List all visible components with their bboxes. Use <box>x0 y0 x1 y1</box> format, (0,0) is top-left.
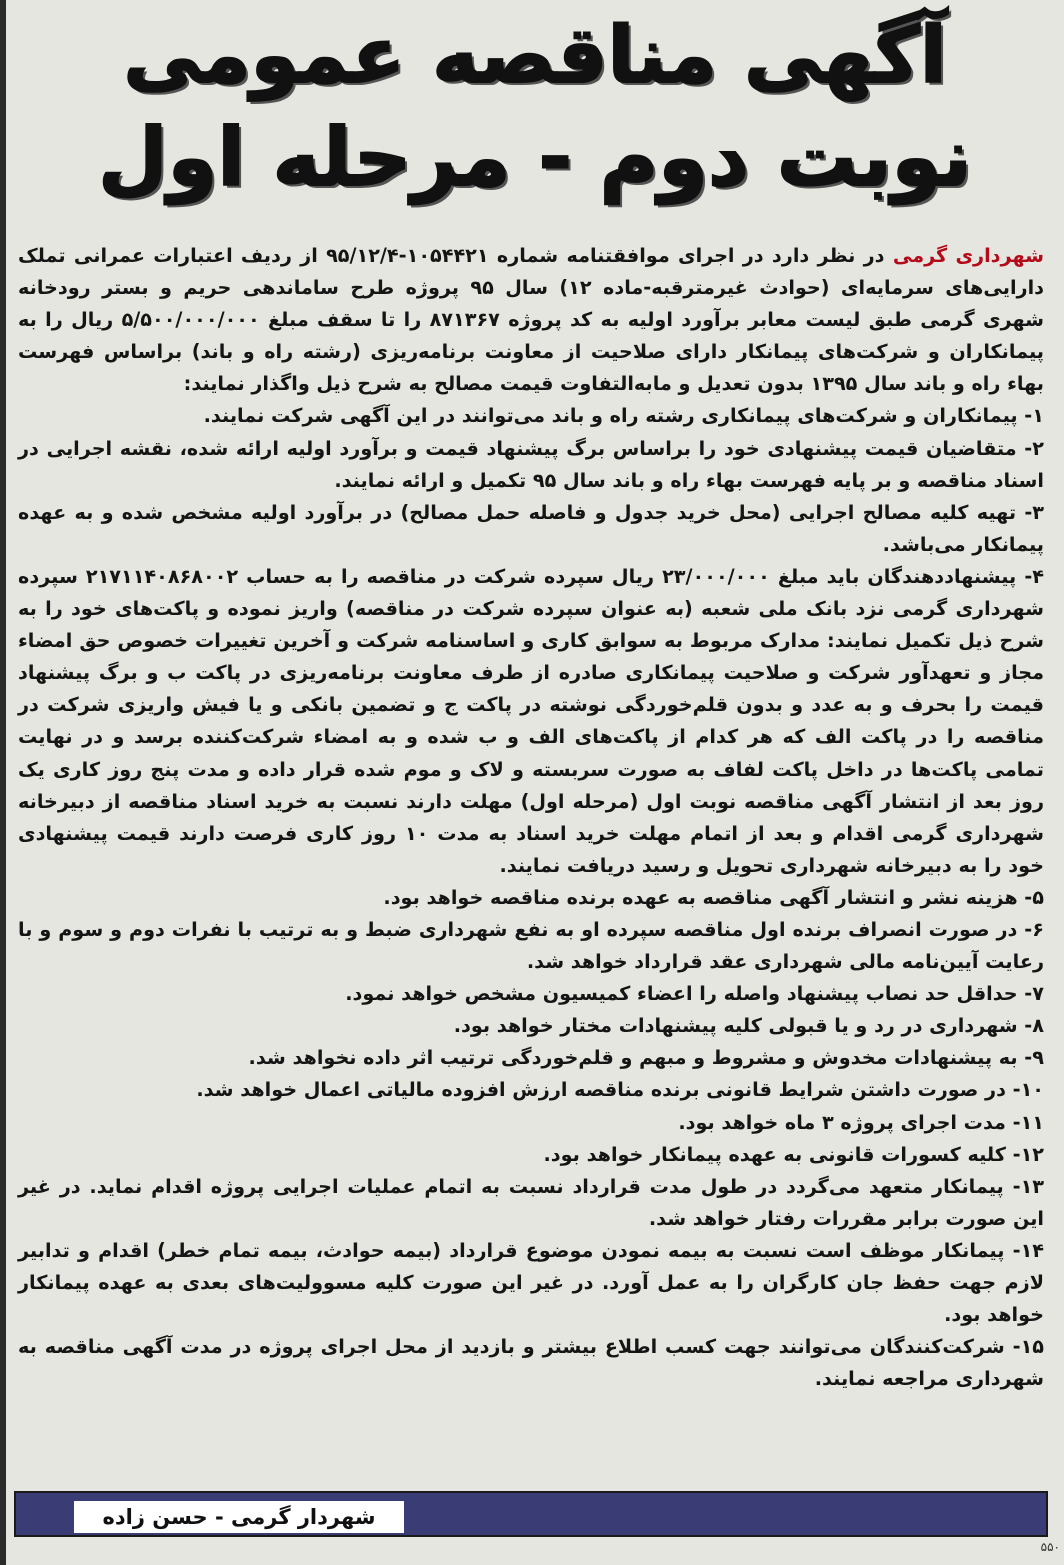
intro-paragraph <box>18 240 1044 400</box>
ad-code: ۵۵۰ <box>1040 1540 1060 1554</box>
clause-12: ۱۲- کلیه کسورات قانونی به عهده پیمانکار خواهد بود. <box>543 1142 1044 1166</box>
municipality-name: شهرداری گرمی <box>892 244 1045 267</box>
intro-text: در نظر دارد در اجرای موافقتنامه شماره ۱۰۵۴۴۲۱-۹۵/۱۲/۴ از ردیف اعتبارات عمرانی تملک دارایی‌های سرمایه‌ای (حوادث غیرمترقبه-ماده ۱۲) سال ۹۵ پروژه طرح ساماندهی حریم و بستر رودخانه شهری گرمی طبق لیست معابر برآورد اولیه به کد پروژه ۸۷۱۳۶۷ را تا سقف مبلغ ۵/۵۰۰/۰۰۰/۰۰۰ ریال را به پیمانکاران و شرکت‌های پیمانکار دارای صلاحیت از معاونت برنامه‌ریزی (رشته راه و باند) براساس فهرست بهاء راه و باند سال ۱۳۹۵ بدون تعدیل و مابه‌التفاوت قیمت مصالح به شرح ذیل واگذار نمایند: <box>18 244 1045 396</box>
clause-14: ۱۴- پیمانکار موظف است نسبت به بیمه نمودن موضوع قرارداد (بیمه حوادث، بیمه تمام خطر) اقدام و تدابیر لازم جهت حفظ جان کارگران را به عمل آورد. در غیر این صورت کلیه مسوولیت‌های بعدی به عهده پیمانکار خواهد بود. <box>18 1238 1044 1327</box>
clause-4: ۴- پیشنهاددهندگان باید مبلغ ۲۳/۰۰۰/۰۰۰ ریال سپرده شرکت در مناقصه را به حساب ۲۱۷۱۱۴۰۸۶۸۰۰۲ سپرده شهرداری گرمی نزد بانک ملی شعبه (به عنوان سپرده شرکت در مناقصه) واریز نموده و پاکت‌های خود را به شرح ذیل تکمیل نمایند: مدارک مربوط به سوابق کاری و اساسنامه شرکت و آخرین تغییرات خصوص حق امضاء مجاز و تعهدآور شرکت و صلاحیت پیمانکاری صادره از طرف معاونت برنامه‌ریزی در پاکت ب و برگ پیشنهاد قیمت را بحرف و به عدد و بدون قلم‌خوردگی نوشته در پاکت ج و تضمین بانکی و یا فیش واریزی شرکت در مناقصه را در پاکت الف که هر کدام از پاکت‌های الف و ب شده و به امضاء شرکت‌کننده برسد و در نهایت تمامی پاکت‌ها در داخل پاکت لفاف به صورت سربسته و لاک و موم شده قرار داده و مدت پنج روز کاری یک روز بعد از انتشار آگهی مناقصه نوبت اول (مرحله اول) مهلت دارند نسبت به خرید اسناد مناقصه از دبیرخانه شهرداری گرمی اقدام و بعد از اتمام مهلت خرید اسناد به مدت ۱۰ روز کاری فرصت دارند قیمت پیشنهادی خود را به دبیرخانه شهرداری تحویل و رسید دریافت نمایند. <box>18 564 1045 877</box>
clause-15: ۱۵- شرکت‌کنندگان می‌توانند جهت کسب اطلاع بیشتر و بازدید از محل اجرای پروژه در مدت آگهی مناقصه به شهرداری مراجعه نمایند. <box>18 1335 1044 1391</box>
clause-2: ۲- متقاضیان قیمت پیشنهادی خود را براساس برگ پیشنهاد قیمت و برآورد اولیه ارائه شده، نقشه اجرایی در اسناد مناقصه و بر پایه فهرست بهاء راه و باند سال ۹۵ تکمیل و ارائه نمایند. <box>18 436 1044 492</box>
clause-6: ۶- در صورت انصراف برنده اول مناقصه سپرده او به نفع شهرداری ضبط و به ترتیب با نفرات دوم و سوم و با رعایت آیین‌نامه مالی شهرداری عقد قرارداد خواهد شد. <box>18 917 1044 974</box>
clause-7: ۷- حداقل حد نصاب پیشنهاد واصله را اعضاء کمیسیون مشخص خواهد نمود. <box>345 982 1044 1006</box>
signature-bar <box>14 1491 1048 1537</box>
clause-3: ۳- تهیه کلیه مصالح اجرایی (محل خرید جدول و فاصله حمل مصالح) در برآورد اولیه مشخص شده و به عهده پیمانکار می‌باشد. <box>18 500 1044 556</box>
notice-title: آگهی مناقصه عمومی <box>123 11 947 101</box>
mayor-signature: شهردار گرمی - حسن زاده <box>74 1501 404 1533</box>
clause-13: ۱۳- پیمانکار متعهد می‌گردد در طول مدت قرارداد نسبت به اتمام عملیات اجرایی پروژه اقدام نماید. در غیر این صورت برابر مقررات رفتار خواهد شد. <box>18 1174 1044 1230</box>
notice-subtitle: نوبت دوم - مرحله اول <box>98 111 972 204</box>
clause-1: ۱- پیمانکاران و شرکت‌های پیمانکاری رشته راه و باند می‌توانند در این آگهی شرکت نمایند. <box>203 404 1044 428</box>
clause-11: ۱۱- مدت اجرای پروژه ۳ ماه خواهد بود. <box>678 1110 1044 1134</box>
clause-5: ۵- هزینه نشر و انتشار آگهی مناقصه به عهده برنده مناقصه خواهد بود. <box>383 885 1044 909</box>
notice-body <box>18 240 1044 1395</box>
clause-9: ۹- به پیشنهادات مخدوش و مشروط و مبهم و قلم‌خوردگی ترتیب اثر داده نخواهد شد. <box>248 1046 1044 1070</box>
clause-10: ۱۰- در صورت داشتن شرایط قانونی برنده مناقصه ارزش افزوده مالیاتی اعمال خواهد شد. <box>196 1078 1044 1102</box>
notice-header <box>6 0 1064 222</box>
clause-8: ۸- شهرداری در رد و یا قبولی کلیه پیشنهادات مختار خواهد بود. <box>453 1014 1044 1038</box>
